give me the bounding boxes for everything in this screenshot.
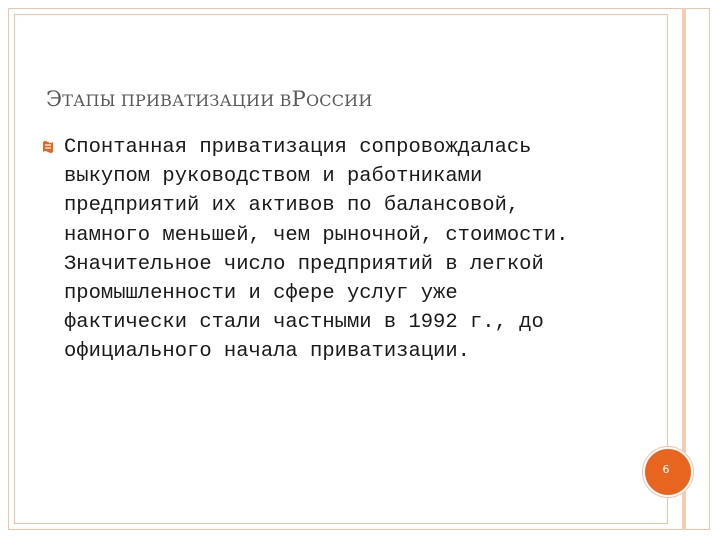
- title-text-part-1: ТАПЫ ПРИВАТИЗАЦИИ В: [62, 91, 292, 110]
- title-second-initial-letter: Р: [291, 87, 306, 111]
- slide-body-text: Спонтанная приватизация сопровождалась выкупом руководством и работниками предприятий их активов по балансовой, намного меньшей, чем рыночной, стоимости. Значительное число предприятий в легкой промышленности и сфере услуг уже фактически стали частными в 1992 г., до официального начала приватизации.: [64, 136, 569, 364]
- wavy-square-bullet-icon: [41, 140, 55, 154]
- title-text-part-2: ОССИИ: [305, 91, 373, 110]
- page-number: 6: [662, 463, 670, 476]
- slide-title: [46, 76, 372, 114]
- title-initial-letter: Э: [46, 87, 63, 111]
